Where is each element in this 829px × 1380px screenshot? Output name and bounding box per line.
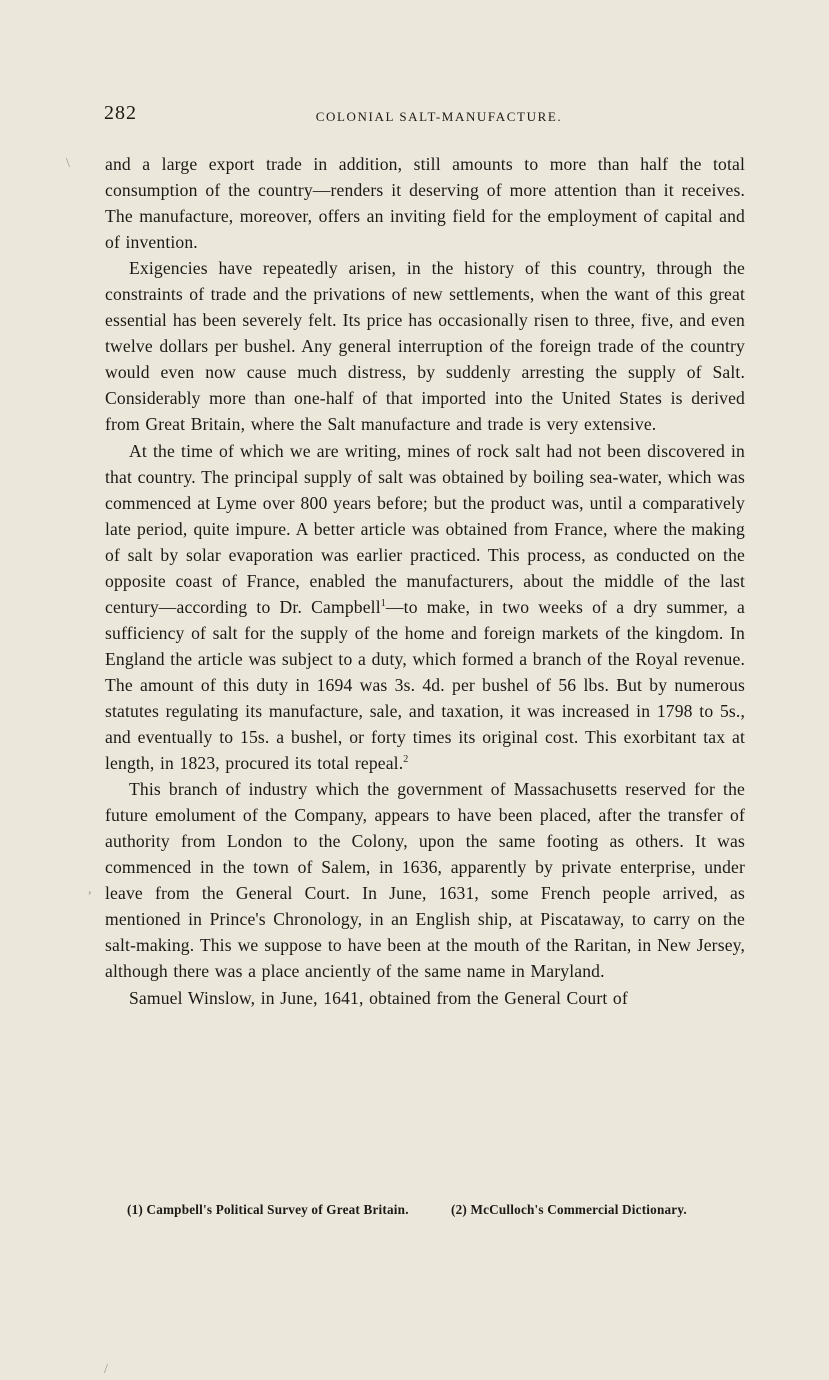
paragraph: Samuel Winslow, in June, 1641, obtained from the General Court of (129, 987, 628, 1008)
page-header (104, 102, 744, 132)
footnote-2: (2) McCulloch's Commercial Dictionary. (451, 1202, 687, 1217)
footnote-ref: 2 (403, 754, 409, 766)
paragraph (105, 438, 745, 777)
paragraph: Exigencies have repeatedly arisen, in the history of this country, through the constraints of trade and the privations of new settlements, when the want of this great essential has been severely felt. Its price has occasionally risen to three, five, and even twelve dollars per bushel. Any general interruption of the foreign trade of the country would even now cause much distress, by suddenly arresting the supply of Salt. Considerably more than one-half of that imported into the United States is derived from Great Britain, where the Salt manufacture and trade is very extensive. (105, 258, 745, 435)
running-title: COLONIAL SALT-MANUFACTURE. (315, 109, 563, 124)
paragraph-text: —to make, in two weeks of a dry summer, a sufficiency of salt for the supply of the home and foreign markets of the kingdom. In England the article was subject to a duty, which formed a branch of the Royal revenue. The amount of this duty in 1694 was 3s. 4d. per bushel of 56 lbs. But by numerous statutes regulating its manufacture, sale, and taxation, it was increased in 1798 to 5s., and eventually to 15s. a bushel, or forty times its original cost. This exorbitant tax at length, in 1823, procured its total repeal. (105, 596, 745, 774)
margin-mark: / (104, 1362, 108, 1377)
page-number: 282 (104, 102, 137, 124)
margin-mark: , (88, 882, 92, 897)
footnote-ref: 1 (380, 597, 386, 609)
margin-mark: \ (66, 156, 70, 171)
paragraph-text: At the time of which we are writing, mines of rock salt had not been discovered in that country. The principal supply of salt was obtained by boiling sea-water, which was commenced at Lyme over 800 years before; but the product was, until a comparatively late period, quite impure. A better article was obtained from France, where the making of salt by solar evaporation was earlier practiced. This process, as conducted on the opposite coast of France, enabled the manufacturers, about the middle of the last century—according to Dr. Campbell (105, 440, 745, 617)
body-text (105, 151, 745, 1011)
footnote-1: (1) Campbell's Political Survey of Great Britain. (127, 1202, 409, 1217)
paragraph: This branch of industry which the government of Massachusetts reserved for the future emolument of the Company, appears to have been placed, after the transfer of authority from London to the Colony, upon the same footing as others. It was commenced in the town of Salem, in 1636, apparently by private enterprise, under leave from the General Court. In June, 1631, some French people arrived, as mentioned in Prince's Chronology, in an English ship, at Piscataway, to carry on the salt-making. This we suppose to have been at the mouth of the Raritan, in New Jersey, although there was a place anciently of the same name in Maryland. (105, 779, 745, 982)
paragraph: and a large export trade in addition, still amounts to more than half the total consumption of the country—renders it deserving of more attention than it receives. The manufacture, moreover, offers an inviting field for the employment of capital and of invention. (105, 154, 745, 253)
